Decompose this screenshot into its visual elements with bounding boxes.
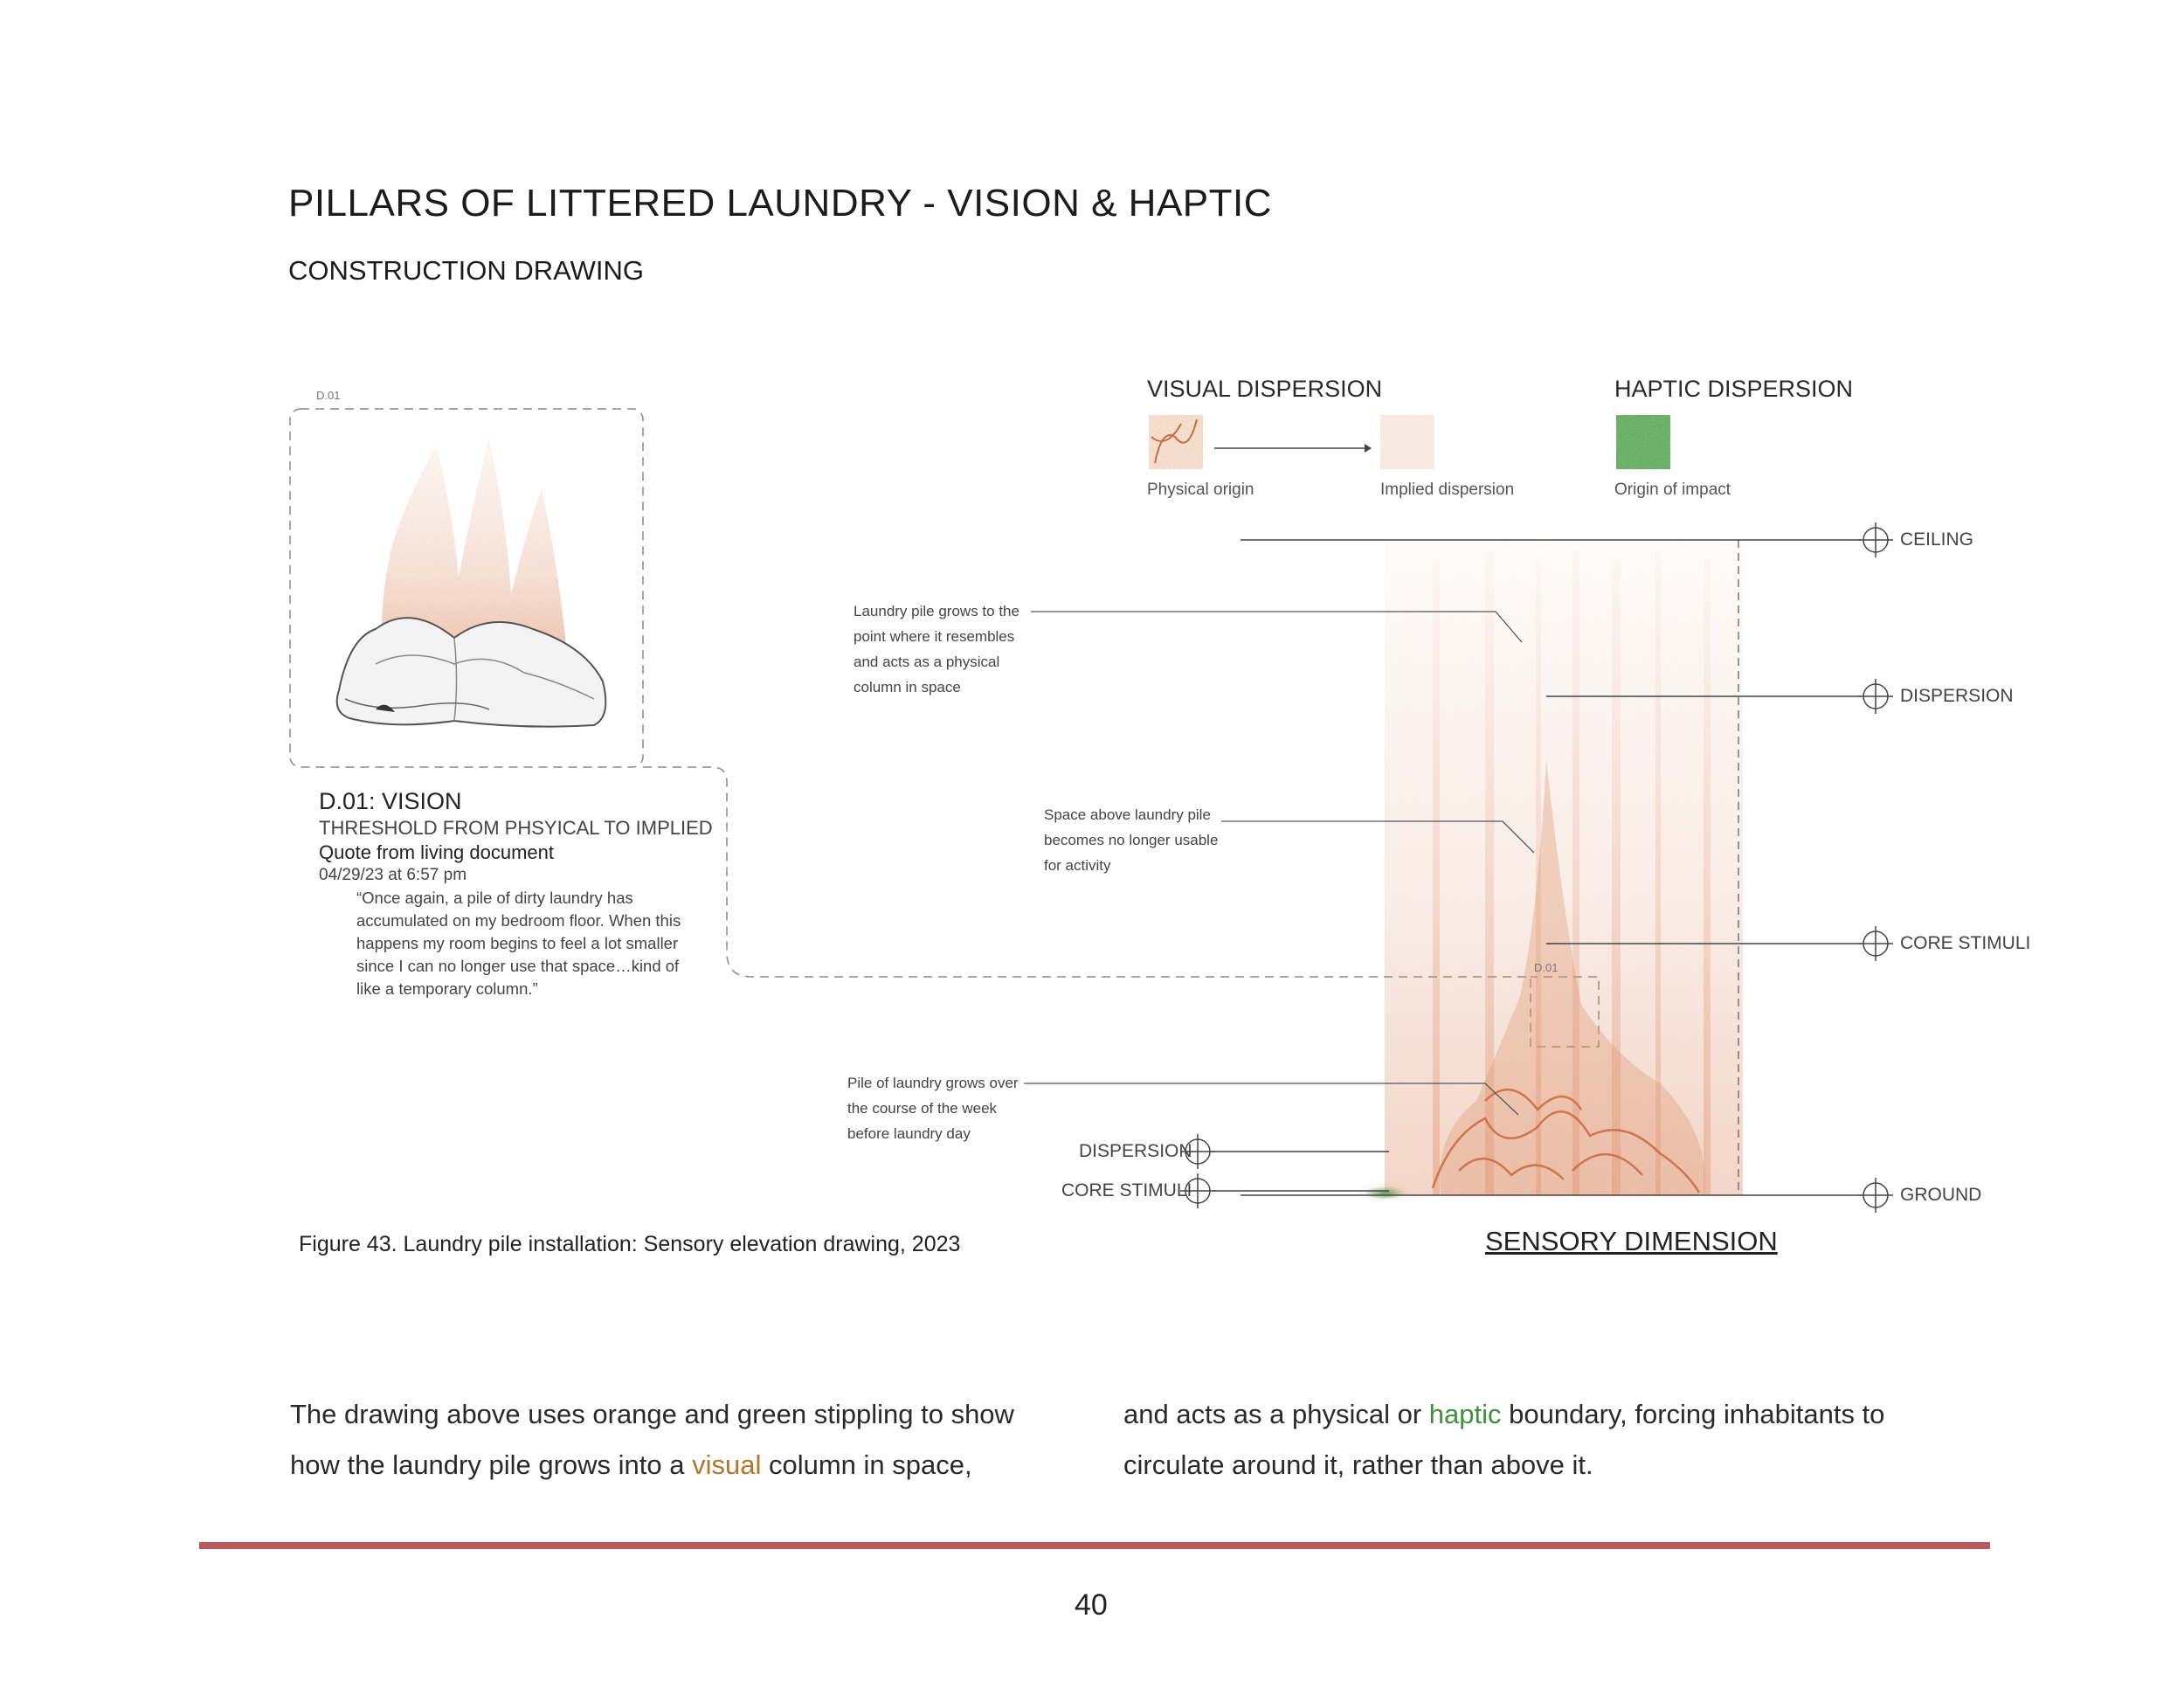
laundry-pile-detail <box>337 437 606 727</box>
level-ground: GROUND <box>1900 1185 1982 1205</box>
annotation-space-above: Space above laundry pile becomes no longer usable for activity <box>1044 806 1219 874</box>
detail-tag: D.01 <box>316 389 341 402</box>
detail-tag-elevation: D.01 <box>1534 961 1559 974</box>
level-marker <box>1858 1178 1893 1213</box>
level-marker <box>1858 926 1893 961</box>
haptic-highlight: haptic <box>1428 1399 1502 1429</box>
level-core-stimuli-right: CORE STIMULI <box>1900 933 2031 953</box>
detail-subtitle: THRESHOLD FROM PHSYICAL TO IMPLIED <box>319 817 713 839</box>
haptic-dispersion-heading: HAPTIC DISPERSION <box>1614 376 1854 402</box>
page-number: 40 <box>1075 1588 1108 1622</box>
annotation-pile-grows: Pile of laundry grows over the course of the week before laundry day <box>847 1075 1019 1142</box>
detail-title: D.01: VISION <box>319 788 462 814</box>
legend-origin-of-impact: Origin of impact <box>1614 481 1731 499</box>
level-marker <box>1858 522 1893 557</box>
detail-quote: “Once again, a pile of dirty laundry has accumulated on my bedroom floor. When this happens my room begins to feel a lot smaller since I can no longer use that space…kind of like a temporary column.” <box>356 889 681 998</box>
page-title: PILLARS OF LITTERED LAUNDRY - VISION & HAPTIC <box>288 182 1273 225</box>
legend-swatches <box>1149 415 1670 469</box>
level-marker <box>1858 679 1893 714</box>
body-left-part2: column in space, <box>761 1449 972 1480</box>
level-dispersion-left: DISPERSION <box>1079 1141 1192 1161</box>
annotation-column: Laundry pile grows to the point where it resembles and acts as a physical column in space <box>854 603 1019 695</box>
body-right-part1: and acts as a physical or <box>1123 1399 1429 1429</box>
visual-dispersion-heading: VISUAL DISPERSION <box>1147 376 1383 402</box>
detail-date: 04/29/23 at 6:57 pm <box>319 866 467 884</box>
level-core-stimuli-left: CORE STIMULI <box>1061 1180 1192 1200</box>
visual-highlight: visual <box>692 1449 762 1480</box>
figure-caption: Figure 43. Laundry pile installation: Sensory elevation drawing, 2023 <box>299 1232 961 1256</box>
column-elevation <box>1358 540 1743 1200</box>
body-left-part1: The drawing above uses orange and green stippling to show how the laundry pile grows into a <box>290 1399 1014 1480</box>
section-label: SENSORY DIMENSION <box>1485 1226 1778 1256</box>
level-ceiling: CEILING <box>1900 529 1974 550</box>
legend-implied-dispersion: Implied dispersion <box>1380 481 1515 499</box>
legend-physical-origin: Physical origin <box>1147 481 1254 499</box>
detail-quote-label: Quote from living document <box>319 841 555 863</box>
footer-rule <box>199 1542 1990 1549</box>
body-text-right <box>1123 1389 1927 1491</box>
body-text-left <box>290 1389 1041 1491</box>
body-right-part2: boundary, forcing inhabitants to circulate around it, rather than above it. <box>1123 1399 1885 1480</box>
level-dispersion-right: DISPERSION <box>1900 686 2014 706</box>
page-subtitle: CONSTRUCTION DRAWING <box>288 255 644 286</box>
